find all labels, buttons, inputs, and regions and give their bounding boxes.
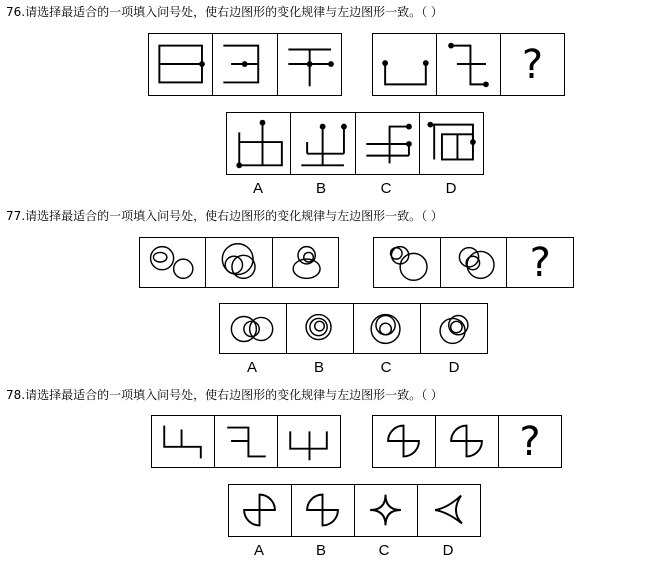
question-mark: ? bbox=[519, 418, 541, 465]
option-b-pinwheel-icon[interactable] bbox=[292, 485, 355, 536]
three-circles-icon bbox=[206, 238, 272, 287]
angled-bar-with-dots-icon bbox=[437, 34, 501, 95]
q78-right-strip bbox=[372, 415, 562, 468]
question-text: 请选择最适合的一项填入问号处，使右边图形的变化规律与左边图形一致。（ ） bbox=[25, 388, 443, 402]
option-d-label: D bbox=[448, 359, 460, 376]
q77-left-strip bbox=[139, 237, 339, 288]
three-bar-with-dot-icon bbox=[213, 34, 277, 95]
option-a-label: A bbox=[246, 359, 257, 376]
bracket-figure-icon bbox=[152, 416, 215, 467]
question-mark-cell bbox=[507, 238, 573, 287]
u-shape-with-dot-icon bbox=[373, 34, 437, 95]
option-d-line-figure-icon[interactable] bbox=[420, 113, 483, 174]
q77-options-strip bbox=[219, 303, 488, 354]
question-mark-cell bbox=[499, 416, 561, 467]
rect-with-bar-and-dot-icon bbox=[149, 34, 213, 95]
option-c-label: C bbox=[380, 359, 392, 376]
option-d-star-icon[interactable] bbox=[418, 485, 480, 536]
q78-options-strip bbox=[228, 484, 481, 537]
option-c-label: C bbox=[378, 542, 390, 559]
question-78-title bbox=[6, 387, 443, 403]
question-number: 76. bbox=[6, 5, 26, 19]
z-figure-icon bbox=[215, 416, 278, 467]
option-b-circles-icon[interactable] bbox=[287, 304, 354, 353]
q78-left-strip bbox=[151, 415, 341, 468]
question-number: 78. bbox=[6, 388, 26, 402]
q76-options-strip bbox=[226, 112, 484, 175]
option-b-label: B bbox=[315, 542, 326, 559]
option-d-circles-icon[interactable] bbox=[421, 304, 487, 353]
question-77-title bbox=[6, 208, 443, 224]
question-mark-cell bbox=[501, 34, 564, 95]
three-circles-overlap-icon bbox=[441, 238, 508, 287]
option-b-label: B bbox=[313, 359, 324, 376]
option-a-label: A bbox=[253, 542, 264, 559]
option-a-circles-icon[interactable] bbox=[220, 304, 287, 353]
cross-bar-with-dots-icon bbox=[278, 34, 341, 95]
q77-right-strip bbox=[373, 237, 574, 288]
option-b-label: B bbox=[315, 180, 326, 197]
q76-left-strip bbox=[148, 33, 342, 96]
option-b-line-figure-icon[interactable] bbox=[291, 113, 355, 174]
stacked-circles-icon bbox=[273, 238, 338, 287]
option-c-star-icon[interactable] bbox=[355, 485, 418, 536]
question-text: 请选择最适合的一项填入问号处，使右边图形的变化规律与左边图形一致。（ ） bbox=[25, 5, 443, 19]
option-d-label: D bbox=[442, 542, 454, 559]
question-text: 请选择最适合的一项填入问号处，使右边图形的变化规律与左边图形一致。（ ） bbox=[25, 209, 443, 223]
t-bracket-figure-icon bbox=[278, 416, 340, 467]
question-number: 77. bbox=[6, 209, 26, 223]
question-mark: ? bbox=[521, 41, 544, 88]
two-circles-overlap-icon bbox=[374, 238, 441, 287]
option-c-line-figure-icon[interactable] bbox=[356, 113, 420, 174]
option-d-label: D bbox=[445, 180, 457, 197]
option-a-line-figure-icon[interactable] bbox=[227, 113, 291, 174]
option-a-pinwheel-icon[interactable] bbox=[229, 485, 292, 536]
question-mark: ? bbox=[529, 239, 551, 286]
q76-right-strip bbox=[372, 33, 565, 96]
option-a-label: A bbox=[252, 180, 263, 197]
pinwheel-figure-icon bbox=[373, 416, 436, 467]
option-c-circles-icon[interactable] bbox=[354, 304, 421, 353]
pinwheel-figure-icon bbox=[436, 416, 499, 467]
option-c-label: C bbox=[380, 180, 392, 197]
question-76-title bbox=[6, 4, 443, 20]
two-circles-icon bbox=[140, 238, 206, 287]
